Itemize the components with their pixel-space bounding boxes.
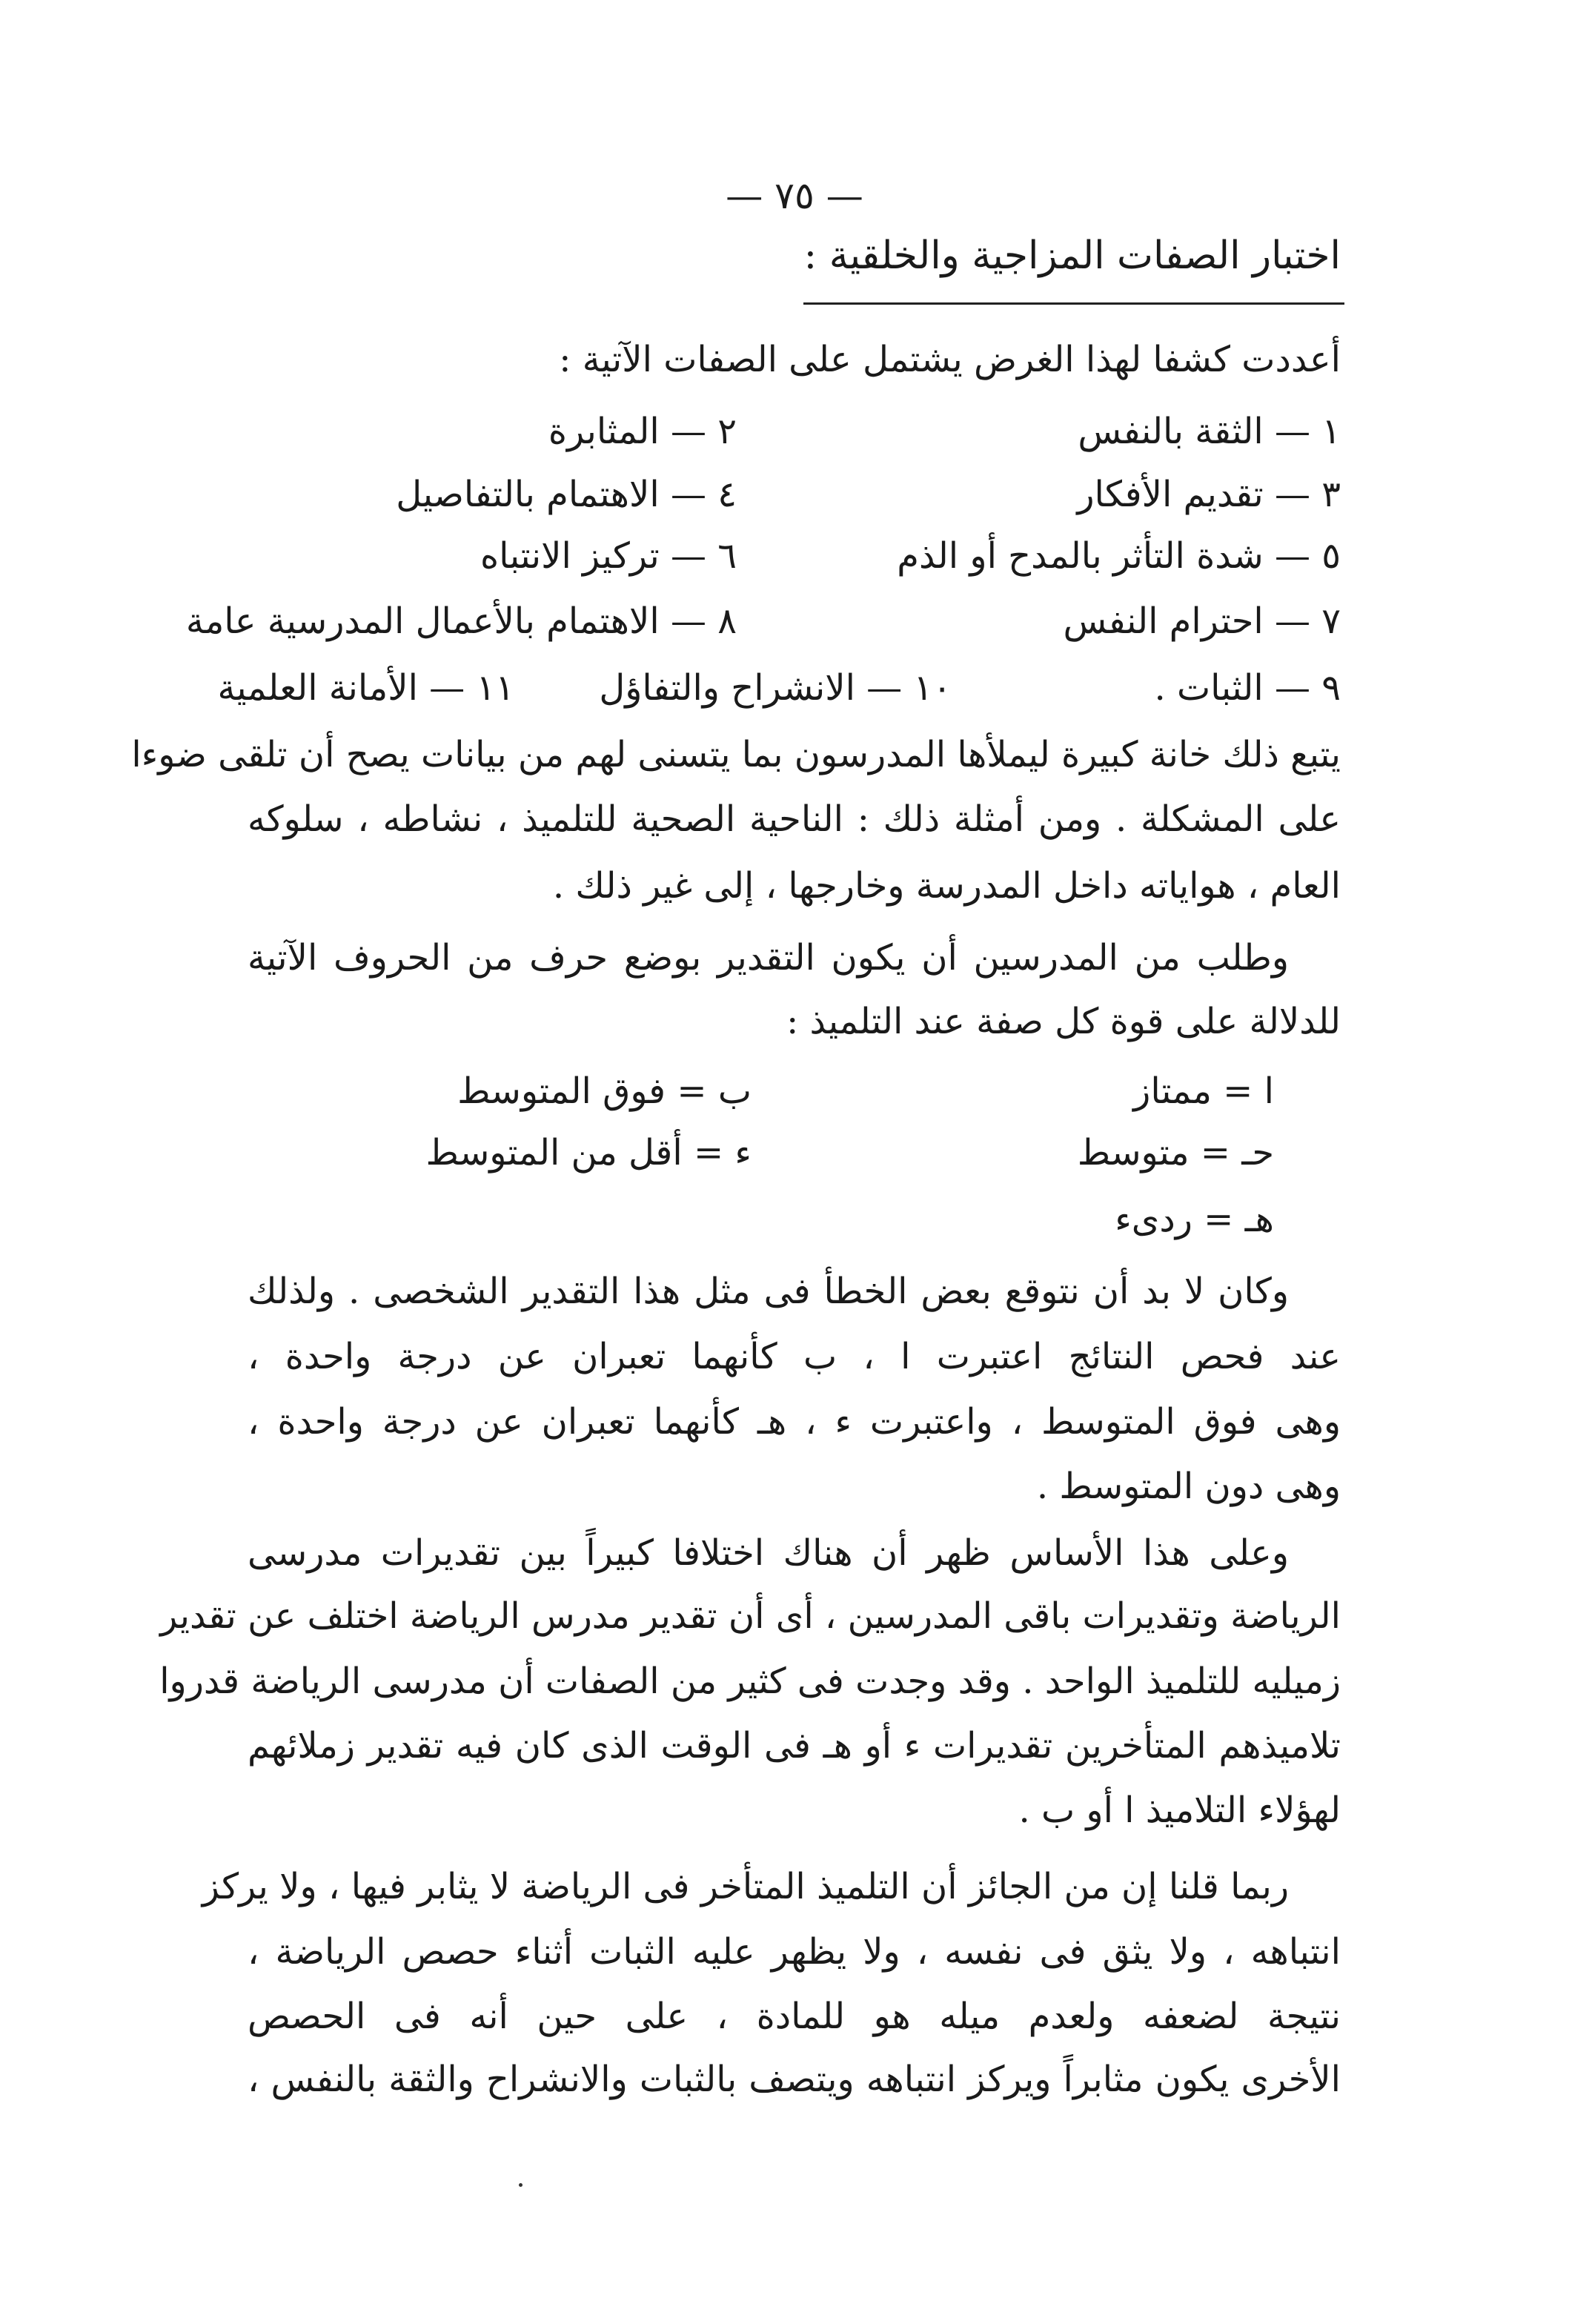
paragraph-line: على المشكلة . ومن أمثلة ذلك : الناحية الصحية للتلميذ ، نشاطه ، سلوكه <box>248 798 1341 840</box>
paragraph-line: عند فحص النتائج اعتبرت ا ، ب كأنهما تعبران عن درجة واحدة ، <box>248 1336 1341 1377</box>
grade-item: هـ = ردىء <box>1115 1199 1274 1240</box>
paragraph-line: وعلى هذا الأساس ظهر أن هناك اختلافا كبيراً بين تقديرات مدرسى <box>248 1532 1289 1574</box>
paragraph-line: وهى فوق المتوسط ، واعتبرت ء ، هـ كأنهما تعبران عن درجة واحدة ، <box>248 1401 1341 1443</box>
trait-item: ١١ — الأمانة العلمية <box>217 667 514 709</box>
trait-item: ٤ — الاهتمام بالتفاصيل <box>396 474 737 515</box>
page-number: — ٧٥ — <box>726 174 863 217</box>
paragraph-line: وهى دون المتوسط . <box>1036 1466 1341 1507</box>
section-heading: اختبار الصفات المزاجية والخلقية : <box>803 234 1341 278</box>
trait-item: ٩ — الثبات . <box>1154 667 1341 709</box>
trait-item: ٧ — احترام النفس <box>1063 600 1341 642</box>
paragraph-line: يتبع ذلك خانة كبيرة ليملأها المدرسون بما يتسنى لهم من بيانات يصح أن تلقى ضوءا <box>131 734 1341 775</box>
heading-underline <box>803 302 1344 305</box>
grade-item: ب = فوق المتوسط <box>457 1070 752 1112</box>
trait-item: ٦ — تركيز الانتباه <box>480 535 737 577</box>
trait-item: ٨ — الاهتمام بالأعمال المدرسية عامة <box>185 600 737 642</box>
paragraph-line: وكان لا بد أن نتوقع بعض الخطأ فى مثل هذا التقدير الشخصى . ولذلك <box>248 1271 1290 1312</box>
paragraph-line: وطلب من المدرسين أن يكون التقدير بوضع حرف من الحروف الآتية <box>248 937 1290 979</box>
trait-item: ١ — الثقة بالنفس <box>1078 411 1341 452</box>
paragraph-line: ربما قلنا إن من الجائز أن التلميذ المتأخر فى الرياضة لا يثابر فيها ، ولا يركز <box>202 1866 1289 1907</box>
ink-speck <box>519 2183 523 2187</box>
paragraph-line: لهؤلاء التلاميذ ا أو ب . <box>1018 1790 1341 1831</box>
paragraph-line: العام ، هواياته داخل المدرسة وخارجها ، إلى غير ذلك . <box>552 865 1341 907</box>
paragraph-line: نتيجة لضعفه ولعدم ميله هو للمادة ، على حين أنه فى الحصص <box>248 1996 1341 2037</box>
grade-item: ء = أقل من المتوسط <box>425 1132 752 1173</box>
paragraph-line: زميليه للتلميذ الواحد . وقد وجدت فى كثير من الصفات أن مدرسى الرياضة قدروا <box>159 1661 1341 1702</box>
paragraph-line: تلاميذهم المتأخرين تقديرات ء أو هـ فى الوقت الذى كان فيه تقدير زملائهم <box>248 1725 1341 1767</box>
paragraph-line: الأخرى يكون مثابراً ويركز انتباهه ويتصف بالثبات والانشراح والثقة بالنفس ، <box>248 2059 1341 2100</box>
paragraph-line: للدلالة على قوة كل صفة عند التلميذ : <box>786 1001 1341 1042</box>
paragraph-line: الرياضة وتقديرات باقى المدرسين ، أى أن تقدير مدرس الرياضة اختلف عن تقدير <box>160 1595 1341 1637</box>
grade-item: حـ = متوسط <box>1077 1132 1274 1173</box>
grade-item: ا = ممتاز <box>1133 1070 1274 1112</box>
intro-line: أعددت كشفا لهذا الغرض يشتمل على الصفات الآتية : <box>559 339 1341 380</box>
paragraph-line: انتباهه ، ولا يثق فى نفسه ، ولا يظهر عليه الثبات أثناء حصص الرياضة ، <box>248 1931 1341 1973</box>
trait-item: ٣ — تقديم الأفكار <box>1077 474 1341 515</box>
trait-item: ١٠ — الانشراح والتفاؤل <box>599 667 952 709</box>
trait-item: ٥ — شدة التأثر بالمدح أو الذم <box>897 535 1341 577</box>
trait-item: ٢ — المثابرة <box>548 411 737 452</box>
